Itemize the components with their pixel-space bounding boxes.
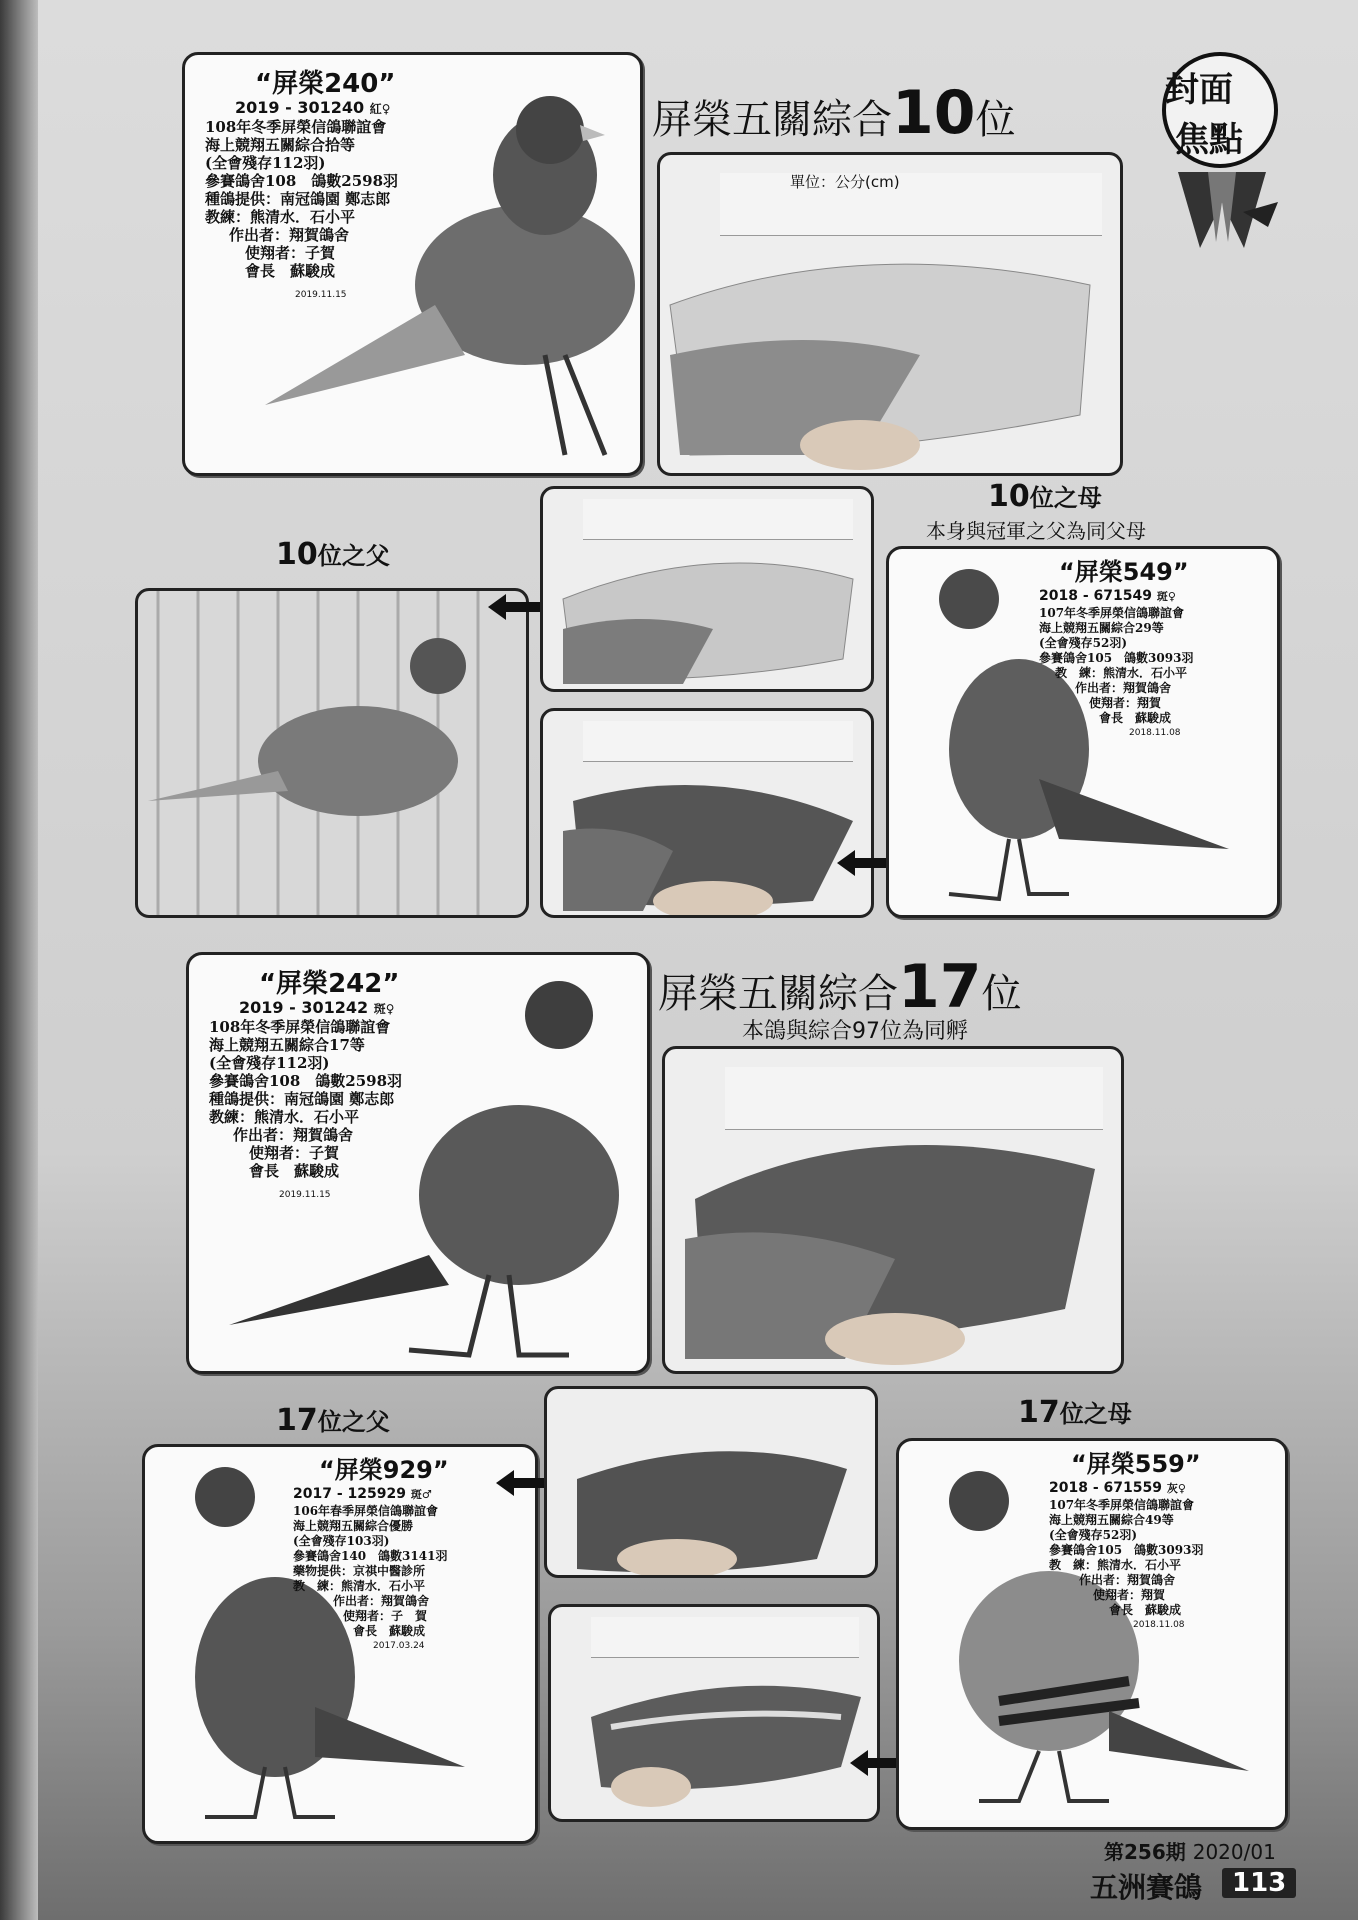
pigeon-in-cage-photo (138, 591, 526, 915)
badge-line1: 封面 (1165, 70, 1233, 110)
sex-color: 紅♀ (369, 102, 391, 116)
father-17-label (276, 1402, 390, 1438)
page-number: 113 (1222, 1868, 1296, 1898)
label-text: 位之母 (1059, 1400, 1132, 1428)
issue-number: 第256期 (1104, 1840, 1186, 1864)
info-line: 種鴿提供：南冠鴿園 鄭志郎 (205, 190, 391, 208)
father-10-label (276, 536, 390, 572)
ring-number: 2017 - 125929 (293, 1486, 406, 1502)
info-line: (全會殘存52羽) (1049, 1528, 1138, 1542)
info-line: 種鴿提供：南冠鴿園 鄭志郎 (209, 1090, 395, 1108)
info-line: 海上競翔五關綜合優勝 (293, 1519, 414, 1533)
title-suffix: 位 (975, 97, 1016, 143)
father-10-wing-photo-2 (540, 708, 874, 918)
info-line: 會長 蘇駿成 (245, 262, 336, 280)
title-rank: 10 (892, 78, 976, 148)
info-line: 藥物提供：京祺中醫診所 (293, 1564, 426, 1578)
photo-date: 2019.11.15 (279, 1190, 331, 1200)
info-line: 教 練：熊清水．石小平 (1049, 1558, 1182, 1572)
bird-242-wing-photo (662, 1046, 1124, 1374)
bird-name: “屏榮549” (1059, 558, 1189, 586)
sex-color: 灰♀ (1166, 1482, 1186, 1495)
wing-photo (543, 711, 871, 915)
title-text: 屏榮五關綜合 (652, 97, 892, 143)
father-17-wing-photo-2 (548, 1604, 880, 1822)
info-line: 107年冬季屏榮信鴿聯誼會 (1049, 1498, 1195, 1512)
info-line: 106年春季屏榮信鴿聯誼會 (293, 1504, 439, 1518)
info-line: 作出者：翔賀鴿舍 (1079, 1573, 1176, 1587)
label-rank: 10 (276, 537, 318, 572)
mother-10-label (988, 478, 1102, 514)
info-line: 海上競翔五關綜合17等 (209, 1036, 365, 1054)
ruler-unit-label: 單位：公分(cm) (790, 173, 900, 191)
info-line: 教 練：熊清水．石小平 (1055, 666, 1188, 680)
section-17-title (658, 952, 1022, 1022)
info-line: (全會殘存103羽) (293, 1534, 390, 1548)
bird-name: “屏榮240” (255, 69, 396, 99)
photo-date: 2019.11.15 (295, 290, 347, 300)
info-line: (全會殘存112羽) (205, 154, 326, 172)
sex-color: 斑♂ (410, 1488, 432, 1501)
photo-date: 2017.03.24 (373, 1641, 425, 1651)
info-line: 會長 蘇駿成 (353, 1624, 426, 1638)
label-text: 位之母 (1029, 484, 1102, 512)
info-line: 教練：熊清水．石小平 (209, 1108, 360, 1126)
issue-date: 2020/01 (1192, 1840, 1276, 1864)
bird-240-card (182, 52, 643, 476)
father-17-wing-photo-1 (544, 1386, 878, 1578)
info-line: 海上競翔五關綜合拾等 (205, 136, 356, 154)
info-line: 參賽鴿舍108 鴿數2598羽 (209, 1072, 403, 1090)
info-line: 使翔者：翔賀 (1089, 696, 1162, 710)
info-line: 參賽鴿舍140 鴿數3141羽 (293, 1549, 448, 1563)
photo-date: 2018.11.08 (1133, 1620, 1185, 1630)
label-text: 位之父 (317, 1408, 390, 1436)
info-line: 參賽鴿舍105 鴿數3093羽 (1039, 651, 1194, 665)
wing-photo (543, 489, 871, 689)
wing-photo (547, 1389, 875, 1575)
label-text: 位之父 (317, 542, 390, 570)
info-line: 使翔者：子賀 (249, 1144, 340, 1162)
info-line: 使翔者：子賀 (245, 244, 336, 262)
bird-559-card (896, 1438, 1288, 1830)
title-suffix: 位 (981, 971, 1022, 1017)
section-10-title (652, 78, 1016, 148)
badge-line2: 焦點 (1175, 120, 1243, 160)
info-line: 108年冬季屏榮信鴿聯誼會 (209, 1018, 391, 1036)
label-rank: 10 (988, 479, 1030, 514)
bird-242-card (186, 952, 650, 1374)
info-line: 作出者：翔賀鴿舍 (233, 1126, 354, 1144)
ring-number: 2018 - 671559 (1049, 1480, 1162, 1496)
father-10-photo (135, 588, 529, 918)
info-line: 教 練：熊清水．石小平 (293, 1579, 426, 1593)
issue-info (1104, 1836, 1276, 1865)
mother-10-note: 本身與冠軍之父為同父母 (926, 519, 1146, 543)
title-text: 屏榮五關綜合 (658, 971, 898, 1017)
info-line: 108年冬季屏榮信鴿聯誼會 (205, 118, 387, 136)
magazine-title: 五洲賽鴿 (1090, 1871, 1203, 1904)
info-line: 會長 蘇駿成 (1109, 1603, 1182, 1617)
info-line: 海上競翔五關綜合29等 (1039, 621, 1164, 635)
info-line: 作出者：翔賀鴿舍 (229, 226, 350, 244)
label-rank: 17 (1018, 1395, 1060, 1430)
info-line: 參賽鴿舍108 鴿數2598羽 (205, 172, 399, 190)
info-line: 參賽鴿舍105 鴿數3093羽 (1049, 1543, 1204, 1557)
info-line: 海上競翔五關綜合49等 (1049, 1513, 1174, 1527)
photo-date: 2018.11.08 (1129, 728, 1181, 738)
info-line: 作出者：翔賀鴿舍 (333, 1594, 430, 1608)
bird-name: “屏榮559” (1071, 1450, 1201, 1478)
ring-number: 2019 - 301240 (235, 98, 365, 117)
sex-color: 斑♀ (1156, 590, 1176, 603)
ring-number: 2019 - 301242 (239, 998, 369, 1017)
wing-photo (665, 1049, 1121, 1371)
ring-number: 2018 - 671549 (1039, 588, 1152, 604)
info-line: 使翔者：翔賀 (1093, 1588, 1166, 1602)
mother-17-label (1018, 1394, 1132, 1430)
title-rank: 17 (898, 952, 982, 1022)
bird-name: “屏榮929” (319, 1456, 449, 1484)
bird-549-card (886, 546, 1280, 918)
page-binding-edge (0, 0, 38, 1920)
info-line: 會長 蘇駿成 (249, 1162, 340, 1180)
info-line: (全會殘存52羽) (1039, 636, 1128, 650)
wing-photo (551, 1607, 877, 1819)
label-rank: 17 (276, 1403, 318, 1438)
info-line: 會長 蘇駿成 (1099, 711, 1172, 725)
bird-929-card (142, 1444, 538, 1844)
info-line: 107年冬季屏榮信鴿聯誼會 (1039, 606, 1185, 620)
wing-photo (660, 155, 1120, 473)
info-line: 教練：熊清水．石小平 (205, 208, 356, 226)
bird-240-wing-photo (657, 152, 1123, 476)
sex-color: 斑♀ (373, 1002, 395, 1016)
info-line: (全會殘存112羽) (209, 1054, 330, 1072)
section-17-subtitle: 本鴿與綜合97位為同孵 (742, 1019, 968, 1044)
bird-name: “屏榮242” (259, 969, 400, 999)
father-10-wing-photo-1 (540, 486, 874, 692)
info-line: 使翔者：子 賀 (343, 1609, 428, 1623)
info-line: 作出者：翔賀鴿舍 (1075, 681, 1172, 695)
